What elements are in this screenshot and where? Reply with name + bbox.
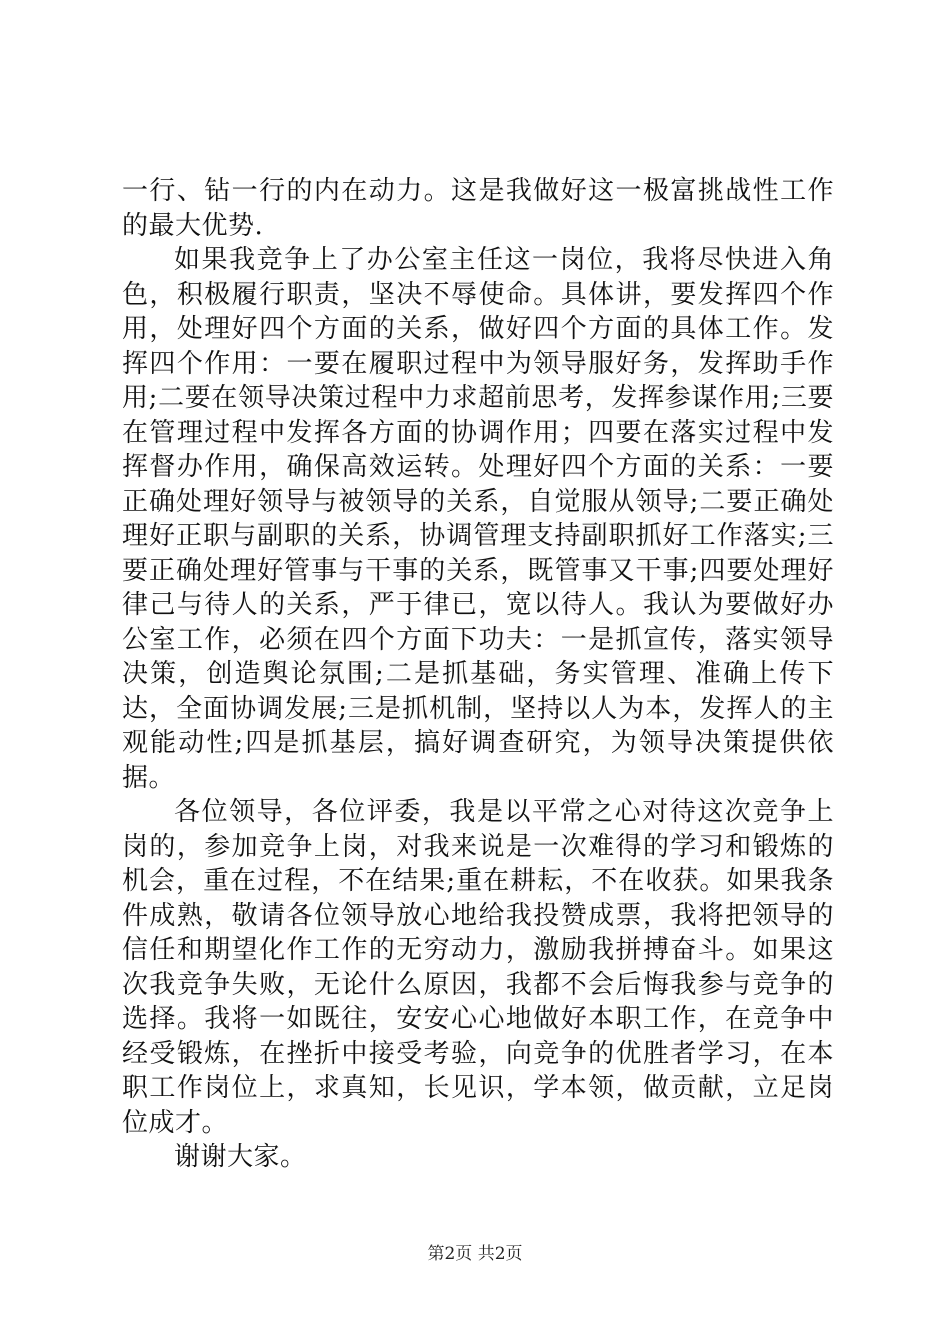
paragraph-3: 各位领导，各位评委，我是以平常之心对待这次竞争上岗的，参加竞争上岗，对我来说是一次难得的学习和锻炼的机会，重在过程，不在结果;重在耕耘，不在收获。如果我条件成熟，敬请各位领导放心地给我投赞成票，我将把领导的信任和期望化作工作的无穷动力，激励我拼搏奋斗。如果这次我竞争失败，无论什么原因，我都不会后悔我参与竞争的选择。我将一如既往，安安心心地做好本职工作，在竞争中经受锻炼，在挫折中接受考验，向竞争的优胜者学习，在本职工作岗位上，求真知，长见识，学本领，做贡献，立足岗位成才。 <box>122 797 834 1138</box>
document-body <box>122 174 834 1175</box>
paragraph-4: 谢谢大家。 <box>174 1142 307 1172</box>
page-number: 第2页 共2页 <box>427 1244 523 1264</box>
page-footer <box>0 1244 950 1264</box>
paragraph-1: 一行、钻一行的内在动力。这是我做好这一极富挑战性工作的最大优势. <box>122 176 834 241</box>
paragraph-2: 如果我竞争上了办公室主任这一岗位，我将尽快进入角色，积极履行职责，坚决不辱使命。具体讲，要发挥四个作用，处理好四个方面的关系，做好四个方面的具体工作。发挥四个作用：一要在履职过程中为领导服好务，发挥助手作用;二要在领导决策过程中力求超前思考，发挥参谋作用;三要在管理过程中发挥各方面的协调作用；四要在落实过程中发挥督办作用，确保高效运转。处理好四个方面的关系：一要正确处理好领导与被领导的关系，自觉服从领导;二要正确处理好正职与副职的关系，协调管理支持副职抓好工作落实;三要正确处理好管事与干事的关系，既管事又干事;四要处理好律己与待人的关系，严于律已，宽以待人。我认为要做好办公室工作，必须在四个方面下功夫：一是抓宣传，落实领导决策，创造舆论氛围;二是抓基础，务实管理、准确上传下达，全面协调发展;三是抓机制，坚持以人为本，发挥人的主观能动性;四是抓基层，搞好调查研究，为领导决策提供依据。 <box>122 245 834 793</box>
